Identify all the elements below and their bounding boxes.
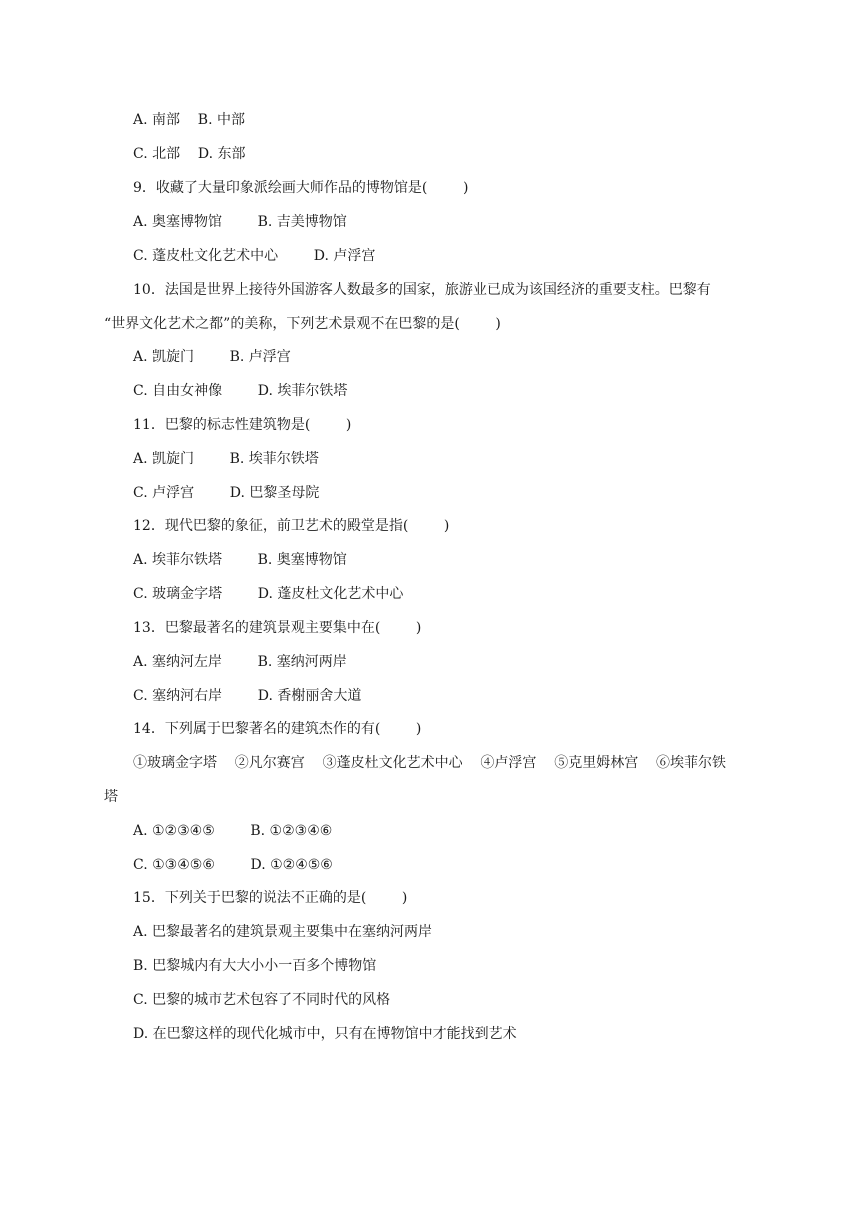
q15-option-b: B. 巴黎城内有大大小小一百多个博物馆: [133, 958, 377, 974]
q9-options-row1: A. 奥塞博物馆 B. 吉美博物馆: [133, 214, 347, 230]
q14-items-line1: ①玻璃金字塔 ②凡尔赛宫 ③蓬皮杜文化艺术中心 ④卢浮宫 ⑤克里姆林宫 ⑥埃菲尔铁: [133, 755, 727, 771]
q15-option-d: D. 在巴黎这样的现代化城市中，只有在博物馆中才能找到艺术: [133, 1026, 517, 1042]
q12-options-row2: C. 玻璃金字塔 D. 蓬皮杜文化艺术中心: [133, 586, 404, 602]
q12-options-row1: A. 埃菲尔铁塔 B. 奥塞博物馆: [133, 552, 347, 568]
q8-options-row1: A. 南部 B. 中部: [133, 112, 245, 128]
q9-stem: 9．收藏了大量印象派绘画大师作品的博物馆是( ): [133, 180, 469, 196]
q10-options-row2: C. 自由女神像 D. 埃菲尔铁塔: [133, 383, 348, 399]
q15-option-a: A. 巴黎最著名的建筑景观主要集中在塞纳河两岸: [133, 924, 433, 940]
q15-option-c: C. 巴黎的城市艺术包容了不同时代的风格: [133, 992, 391, 1008]
q14-stem: 14．下列属于巴黎著名的建筑杰作的有( ): [133, 721, 422, 737]
q14-options-row1: A. ①②③④⑤ B. ①②③④⑥: [133, 823, 333, 839]
q9-options-row2: C. 蓬皮杜文化艺术中心 D. 卢浮宫: [133, 248, 376, 264]
q14-options-row2: C. ①③④⑤⑥ D. ①②④⑤⑥: [133, 857, 333, 873]
q13-options-row1: A. 塞纳河左岸 B. 塞纳河两岸: [133, 654, 347, 670]
q13-options-row2: C. 塞纳河右岸 D. 香榭丽舍大道: [133, 688, 362, 704]
q15-stem: 15．下列关于巴黎的说法不正确的是( ): [133, 890, 408, 906]
q10-stem-line1: 10．法国是世界上接待外国游客人数最多的国家，旅游业已成为该国经济的重要支柱。巴黎有: [133, 282, 711, 298]
q13-stem: 13．巴黎最著名的建筑景观主要集中在( ): [133, 620, 422, 636]
q14-items-line2: 塔: [104, 789, 118, 805]
q11-options-row1: A. 凯旋门 B. 埃菲尔铁塔: [133, 451, 319, 467]
q12-stem: 12．现代巴黎的象征，前卫艺术的殿堂是指( ): [133, 518, 450, 534]
q10-options-row1: A. 凯旋门 B. 卢浮宫: [133, 349, 291, 365]
q11-options-row2: C. 卢浮宫 D. 巴黎圣母院: [133, 485, 320, 501]
q8-options-row2: C. 北部 D. 东部: [133, 146, 246, 162]
q10-stem-line2: “世界文化艺术之都”的美称，下列艺术景观不在巴黎的是( ): [104, 316, 501, 332]
q11-stem: 11．巴黎的标志性建筑物是( ): [133, 417, 352, 433]
